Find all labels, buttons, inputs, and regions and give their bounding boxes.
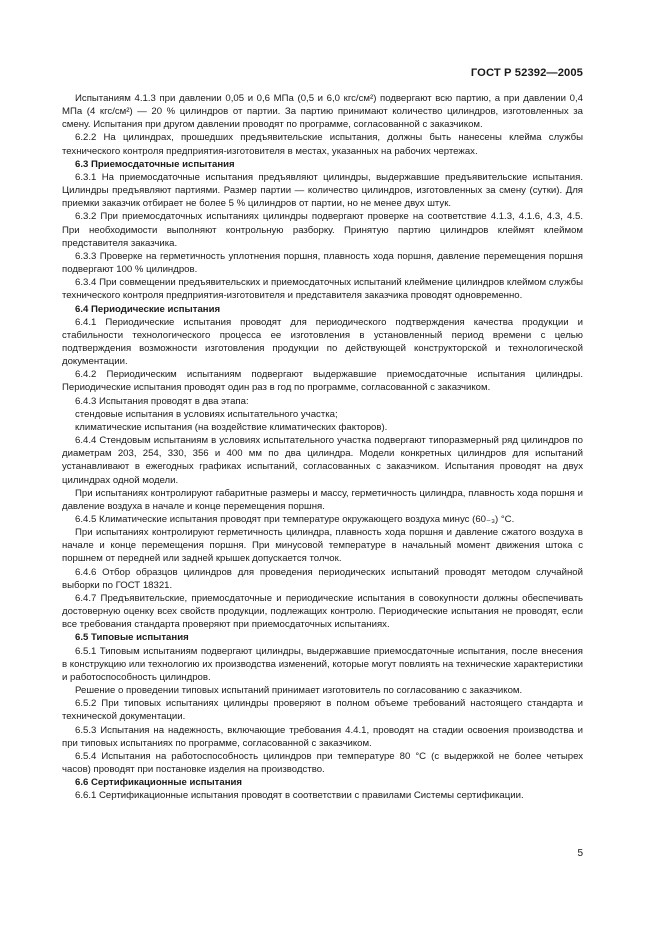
paragraph: 6.5.3 Испытания на надежность, включающие требования 4.4.1, проводят на стадии освоения производства и при типовых испытаниях по программе, согласованной с заказчиком. [62, 724, 583, 749]
paragraph: При испытаниях контролируют габаритные размеры и массу, герметичность цилиндра, плавность хода поршня и давление воздуха в начале и конце перемещения поршня. [62, 487, 583, 512]
page-number: 5 [577, 848, 583, 859]
paragraph: 6.6.1 Сертификационные испытания проводят в соответствии с правилами Системы сертификации. [75, 790, 524, 802]
paragraph: 6.4.6 Отбор образцов цилиндров для проведения периодических испытаний проводят методом случайной выборки по ГОСТ 18321. [62, 566, 583, 591]
document-body [62, 92, 583, 802]
paragraph: 6.3.2 При приемосдаточных испытаниях цилиндры подвергают проверке на соответствие 4.1.3, 4.1.6, 4.3, 4.5. При необходимости выполняют контрольную разборку. Принятую партию цилиндров клеймят клеймом представителя заказчика. [62, 211, 583, 249]
paragraph: 6.4.3 Испытания проводят в два этапа: [75, 395, 249, 407]
paragraph: 6.4.1 Периодические испытания проводят для периодического подтверждения качества продукции и стабильности технологического процесса ее изготовления в установленный период времени с целью подтверждения возможности изготовления продукции по действующей конструкторской и технологической документации. [62, 316, 583, 368]
paragraph: При испытаниях контролируют герметичность цилиндра, плавность хода поршня и давление сжатого воздуха в начале и конце перемещения поршня. При минусовой температуре в начальный момент движения штока с поршнем от передней или задней крышек допускается толчок. [62, 527, 583, 565]
section-heading: 6.6 Сертификационные испытания [75, 777, 243, 789]
paragraph: 6.3.4 При совмещении предъявительских и приемосдаточных испытаний клеймение цилиндров клеймом службы технического контроля предприятия-изготовителя и представителя заказчика проводят одновременно. [62, 277, 583, 302]
paragraph: стендовые испытания в условиях испытательного участка; [75, 408, 338, 420]
paragraph: Решение о проведении типовых испытаний принимает изготовитель по согласованию с заказчиком. [75, 685, 523, 697]
paragraph: 6.4.2 Периодическим испытаниям подвергают выдержавшие приемосдаточные испытания цилиндры. Периодические испытания проводят один раз в год по программе, согласованной с заказчиком. [62, 369, 583, 394]
paragraph: 6.4.4 Стендовым испытаниям в условиях испытательного участка подвергают типоразмерный ряд цилиндров по диаметрам 203, 254, 330, 356 и 400 мм по два цилиндра. Модели конкретных цилиндров для испытаний устанавливают в ежегодных графиках испытаний, согласованных с заказчиком. Испытания проводят на двух цилиндрах одной модели. [62, 435, 583, 486]
section-heading: 6.5 Типовые испытания [75, 632, 189, 644]
paragraph: 6.3.1 На приемосдаточные испытания предъявляют цилиндры, выдержавшие предъявительские испытания. Цилиндры предъявляют партиями. Размер партии — количество цилиндров, изготовленных за смену (сутки). Для приемки заказчик отбирает не более 5 % цилиндров от партии, но не менее двух штук. [62, 171, 583, 210]
section-heading: 6.3 Приемосдаточные испытания [75, 158, 235, 170]
paragraph: 6.5.4 Испытания на работоспособность цилиндров при температуре 80 °С (с выдержкой не более четырех часов) проводят при постановке изделия на производство. [62, 750, 583, 775]
paragraph: Испытаниям 4.1.3 при давлении 0,05 и 0,6 МПа (0,5 и 6,0 кгс/см²) подвергают всю партию, а при давлении 0,4 МПа (4 кгс/см²) — 20 % цилиндров от партии. За партию принимают количество цилиндров, изготовленных за смену. Испытания при другом давлении проводят по программе, согласованной с заказчиком. [62, 93, 583, 131]
paragraph: 6.4.5 Климатические испытания проводят при температуре окружающего воздуха минус (60₋₃) °С. [75, 514, 515, 525]
paragraph: 6.5.2 При типовых испытаниях цилиндры проверяют в полном объеме требований настоящего стандарта и технической документации. [62, 698, 583, 723]
paragraph: 6.3.3 Проверке на герметичность уплотнения поршня, плавность хода поршня, давление перемещения поршня подвергают 100 % цилиндров. [62, 250, 583, 276]
paragraph: 6.2.2 На цилиндрах, прошедших предъявительские испытания, должны быть нанесены клейма службы технического контроля предприятия-изготовителя в местах, указанных на рабочих чертежах. [62, 132, 583, 157]
paragraph: 6.5.1 Типовым испытаниям подвергают цилиндры, выдержавшие приемосдаточные испытания, после внесения в конструкцию или технологию их производства изменений, которые могут повлиять на технические характеристики и работоспособность цилиндров. [62, 645, 583, 683]
document-header: ГОСТ Р 52392—2005 [470, 67, 583, 79]
paragraph: 6.4.7 Предъявительские, приемосдаточные и периодические испытания в совокупности должны обеспечивать достоверную оценку всех свойств продукции, подлежащих контролю. Периодические испытания не проводят, если все требования стандарта проверяют при приемосдаточных испытаниях. [62, 592, 583, 631]
paragraph: климатические испытания (на воздействие климатических факторов). [75, 421, 388, 433]
section-heading: 6.4 Периодические испытания [75, 303, 221, 315]
